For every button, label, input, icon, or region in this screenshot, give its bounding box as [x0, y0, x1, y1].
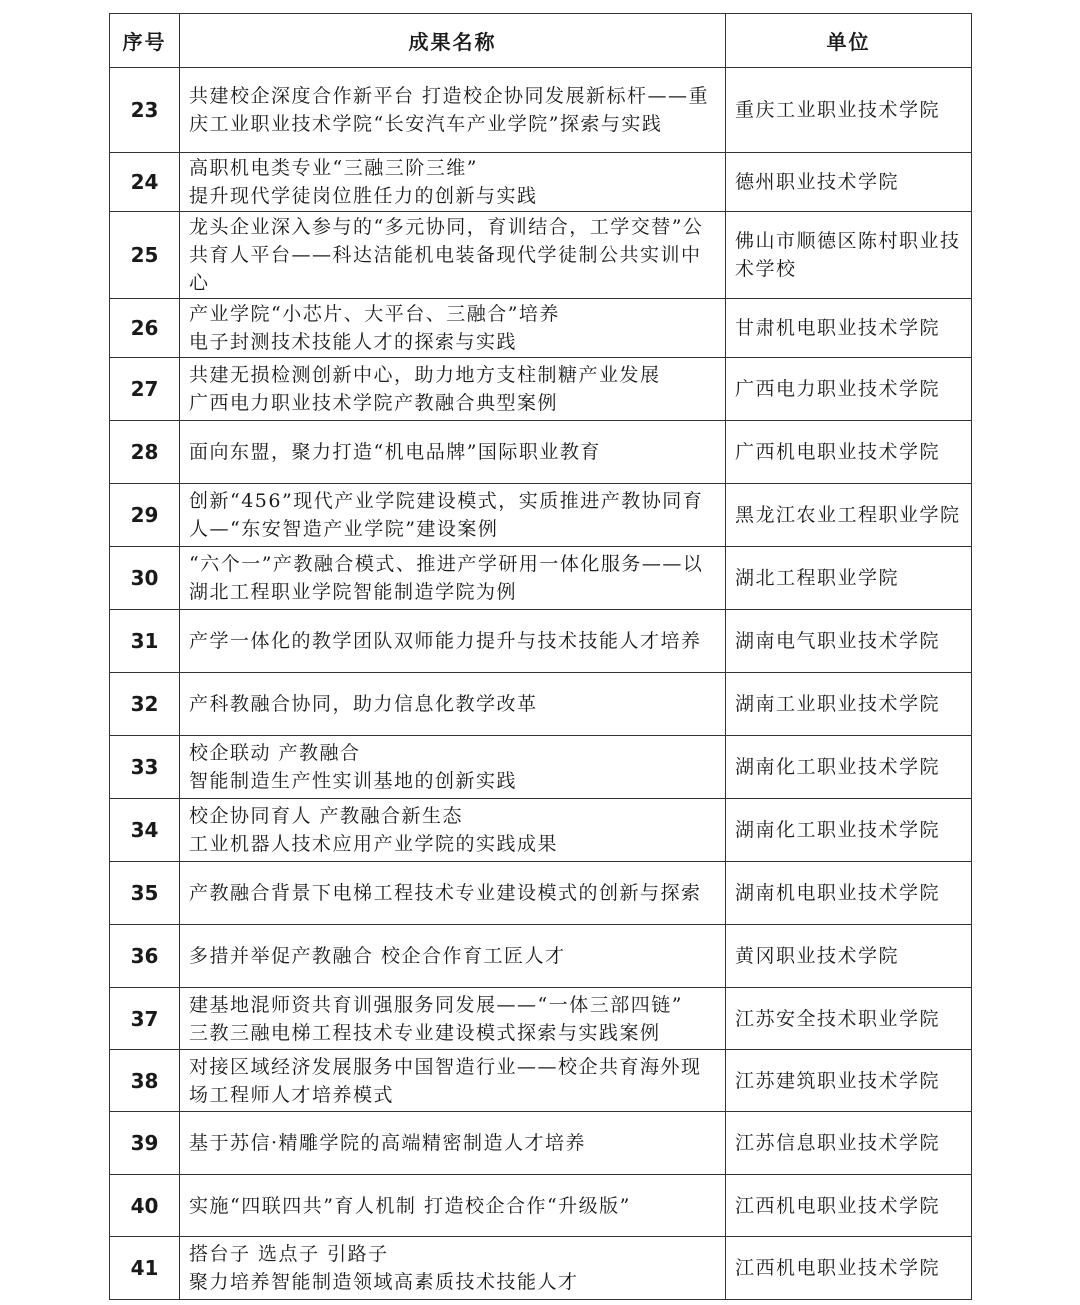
- row-unit: 湖北工程职业学院: [726, 547, 972, 610]
- row-achievement-name: “六个一”产教融合模式、推进产学研用一体化服务——以湖北工程职业学院智能制造学院为例: [180, 547, 726, 610]
- row-achievement-name: 基于苏信·精雕学院的高端精密制造人才培养: [180, 1112, 726, 1175]
- row-achievement-name: 建基地混师资共育训强服务同发展——“一体三部四链” 三教三融电梯工程技术专业建设模式探索与实践案例: [180, 988, 726, 1050]
- row-achievement-name: 产业学院“小芯片、大平台、三融合”培养 电子封测技术技能人才的探索与实践: [180, 299, 726, 358]
- row-unit: 湖南化工职业技术学院: [726, 799, 972, 862]
- row-serial-number: 39: [110, 1112, 180, 1175]
- achievements-table: [109, 13, 972, 1300]
- table-row: [110, 358, 972, 421]
- row-unit: 佛山市顺德区陈村职业技术学校: [726, 212, 972, 299]
- row-achievement-name: 产科教融合协同，助力信息化教学改革: [180, 673, 726, 736]
- row-achievement-name: 创新“456”现代产业学院建设模式，实质推进产教协同育人—“东安智造产业学院”建设案例: [180, 484, 726, 547]
- row-serial-number: 28: [110, 421, 180, 484]
- row-serial-number: 34: [110, 799, 180, 862]
- table-row: [110, 673, 972, 736]
- row-unit: 江苏建筑职业技术学院: [726, 1050, 972, 1112]
- table-row: [110, 68, 972, 153]
- row-serial-number: 30: [110, 547, 180, 610]
- table-row: [110, 421, 972, 484]
- header-serial-number: 序号: [110, 14, 180, 68]
- table-body: [110, 68, 972, 1300]
- row-unit: 江西机电职业技术学院: [726, 1175, 972, 1237]
- row-achievement-name: 共建无损检测创新中心，助力地方支柱制糖产业发展 广西电力职业技术学院产教融合典型案例: [180, 358, 726, 421]
- row-serial-number: 32: [110, 673, 180, 736]
- table-row: [110, 1050, 972, 1112]
- table-row: [110, 799, 972, 862]
- row-unit: 广西机电职业技术学院: [726, 421, 972, 484]
- table-row: [110, 1175, 972, 1237]
- row-serial-number: 29: [110, 484, 180, 547]
- row-unit: 甘肃机电职业技术学院: [726, 299, 972, 358]
- table-row: [110, 988, 972, 1050]
- row-achievement-name: 对接区域经济发展服务中国智造行业——校企共育海外现场工程师人才培养模式: [180, 1050, 726, 1112]
- row-unit: 广西电力职业技术学院: [726, 358, 972, 421]
- table-row: [110, 862, 972, 925]
- header-unit: 单位: [726, 14, 972, 68]
- row-unit: 黑龙江农业工程职业学院: [726, 484, 972, 547]
- row-unit: 德州职业技术学院: [726, 153, 972, 212]
- row-serial-number: 40: [110, 1175, 180, 1237]
- row-serial-number: 35: [110, 862, 180, 925]
- row-serial-number: 23: [110, 68, 180, 153]
- row-achievement-name: 产教融合背景下电梯工程技术专业建设模式的创新与探索: [180, 862, 726, 925]
- row-achievement-name: 多措并举促产教融合 校企合作育工匠人才: [180, 925, 726, 988]
- table-header-row: [110, 14, 972, 68]
- row-serial-number: 31: [110, 610, 180, 673]
- row-serial-number: 33: [110, 736, 180, 799]
- row-serial-number: 38: [110, 1050, 180, 1112]
- row-achievement-name: 龙头企业深入参与的“多元协同，育训结合，工学交替”公共育人平台——科达洁能机电装备现代学徒制公共实训中心: [180, 212, 726, 299]
- row-achievement-name: 校企联动 产教融合 智能制造生产性实训基地的创新实践: [180, 736, 726, 799]
- table-row: [110, 212, 972, 299]
- row-serial-number: 24: [110, 153, 180, 212]
- row-achievement-name: 实施“四联四共”育人机制 打造校企合作“升级版”: [180, 1175, 726, 1237]
- header-achievement-name: 成果名称: [180, 14, 726, 68]
- table-row: [110, 1112, 972, 1175]
- row-unit: 江苏安全技术职业学院: [726, 988, 972, 1050]
- table-row: [110, 299, 972, 358]
- row-unit: 江苏信息职业技术学院: [726, 1112, 972, 1175]
- row-serial-number: 25: [110, 212, 180, 299]
- table-row: [110, 153, 972, 212]
- row-unit: 湖南电气职业技术学院: [726, 610, 972, 673]
- row-achievement-name: 共建校企深度合作新平台 打造校企协同发展新标杆——重庆工业职业技术学院“长安汽车产业学院”探索与实践: [180, 68, 726, 153]
- table-row: [110, 547, 972, 610]
- table-row: [110, 484, 972, 547]
- row-serial-number: 37: [110, 988, 180, 1050]
- table-row: [110, 925, 972, 988]
- row-unit: 江西机电职业技术学院: [726, 1237, 972, 1300]
- row-unit: 湖南机电职业技术学院: [726, 862, 972, 925]
- row-serial-number: 27: [110, 358, 180, 421]
- row-unit: 湖南化工职业技术学院: [726, 736, 972, 799]
- row-achievement-name: 校企协同育人 产教融合新生态 工业机器人技术应用产业学院的实践成果: [180, 799, 726, 862]
- row-unit: 黄冈职业技术学院: [726, 925, 972, 988]
- table-row: [110, 610, 972, 673]
- row-serial-number: 41: [110, 1237, 180, 1300]
- row-unit: 重庆工业职业技术学院: [726, 68, 972, 153]
- row-achievement-name: 搭台子 选点子 引路子 聚力培养智能制造领域高素质技术技能人才: [180, 1237, 726, 1300]
- row-achievement-name: 面向东盟，聚力打造“机电品牌”国际职业教育: [180, 421, 726, 484]
- table-row: [110, 1237, 972, 1300]
- row-unit: 湖南工业职业技术学院: [726, 673, 972, 736]
- row-achievement-name: 产学一体化的教学团队双师能力提升与技术技能人才培养: [180, 610, 726, 673]
- row-achievement-name: 高职机电类专业“三融三阶三维” 提升现代学徒岗位胜任力的创新与实践: [180, 153, 726, 212]
- table-row: [110, 736, 972, 799]
- row-serial-number: 36: [110, 925, 180, 988]
- row-serial-number: 26: [110, 299, 180, 358]
